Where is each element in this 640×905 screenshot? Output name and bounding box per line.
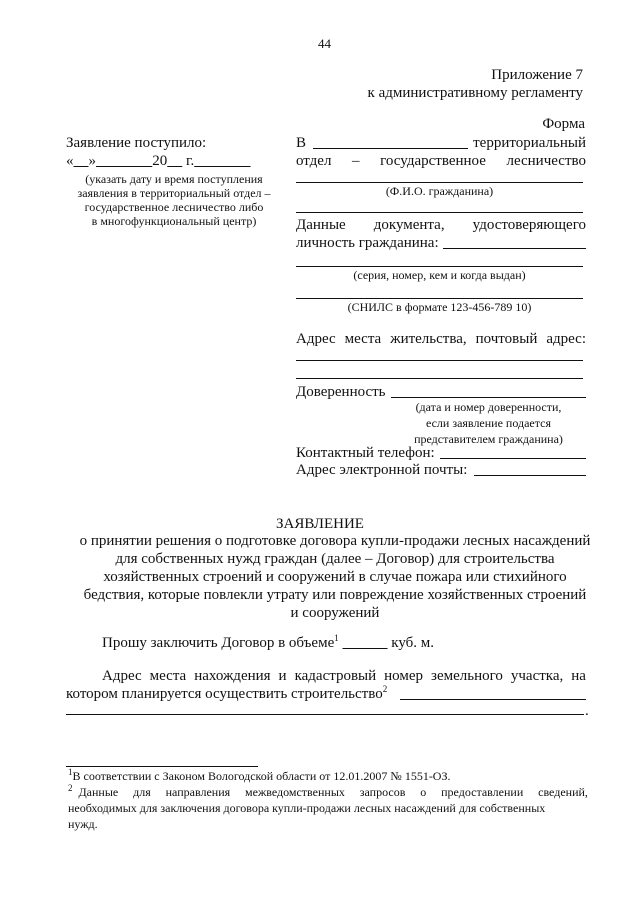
id-doc-row (296, 216, 586, 234)
volume-request-text: Прошу заключить Договор в объеме (102, 635, 335, 651)
volume-request-row (102, 634, 434, 652)
received-date-row (66, 152, 250, 170)
snils-field[interactable] (296, 298, 583, 299)
land-address-word: на (571, 668, 586, 684)
year-blank[interactable] (167, 153, 182, 169)
land-address-row (102, 667, 586, 685)
recipient-forestry: лесничество (506, 153, 586, 169)
footnote-2-line3: нужд. (68, 817, 98, 831)
proxy-hint-line: если заявление подается (425, 416, 551, 430)
received-note-line: заявления в территориальный отдел – (77, 186, 271, 200)
address-field-1[interactable] (296, 360, 583, 361)
proxy-hint-line: представителем гражданина) (414, 432, 563, 446)
received-note-line: государственное лесничество либо (84, 200, 264, 214)
footnote-ref-1[interactable]: 1 (334, 633, 339, 643)
end-period: . (585, 703, 589, 719)
proxy-field[interactable] (391, 397, 586, 398)
appendix-subtitle: к административному регламенту (367, 85, 583, 101)
footnote-2-mark: 2 (68, 783, 73, 793)
proxy-hint (391, 399, 586, 447)
land-address-word: нахождения (194, 668, 271, 684)
id-doc-field[interactable] (443, 248, 586, 249)
land-address-word: кадастровый (294, 668, 377, 684)
footnote-2-word: для (133, 785, 151, 799)
id-doc-field-2[interactable] (296, 266, 583, 267)
footnote-1-text: В соответствии с Законом Вологодской области от 12.01.2007 № 1551-ОЗ. (72, 769, 451, 783)
recipient-state: государственное (380, 153, 486, 169)
address-word: почтовый (475, 331, 538, 347)
land-address-word: Адрес (102, 668, 142, 684)
id-doc-word: Данные (296, 217, 346, 233)
day-blank[interactable] (74, 153, 89, 169)
proxy-label: Доверенность (296, 384, 386, 400)
statement-title: ЗАЯВЛЕНИЕ (276, 516, 364, 532)
address-word: адрес: (546, 331, 586, 347)
id-doc-hint: (серия, номер, кем и когда выдан) (353, 268, 526, 282)
fio-hint: (Ф.И.О. гражданина) (385, 184, 494, 198)
recipient-dash: – (352, 153, 360, 169)
month-blank[interactable] (96, 153, 152, 169)
appendix-title: Приложение 7 (491, 67, 583, 83)
recipient-dept-row (296, 152, 586, 170)
footnote-2-word: межведомственных (245, 785, 345, 799)
address-field-2[interactable] (296, 378, 583, 379)
statement-subtitle-line: для собственных нужд граждан (далее – Договор) для строительства (115, 551, 555, 567)
land-address-field-2[interactable] (66, 714, 584, 715)
address-row (296, 330, 586, 348)
footnote-2-line2: необходимых для заключения договора купли-продажи лесных насаждений для собственных (68, 801, 546, 815)
footnote-2-word: предоставлении (441, 785, 524, 799)
fio-field[interactable] (296, 182, 583, 183)
address-word: Адрес (296, 331, 336, 347)
land-address-field-1[interactable] (400, 699, 586, 700)
footnote-2-word: запросов (359, 785, 406, 799)
footnote-2-line1 (68, 785, 588, 799)
footnote-ref-2[interactable]: 2 (382, 684, 388, 694)
time-blank[interactable] (194, 153, 250, 169)
snils-hint: (СНИЛС в формате 123-456-789 10) (347, 300, 532, 314)
statement-subtitle-line: о принятии решения о подготовке договора купли-продажи лесных насаждений (79, 533, 591, 549)
address-word: места (344, 331, 382, 347)
footnote-1 (68, 769, 451, 783)
land-address-word: участка, (510, 668, 564, 684)
footnote-2-mark-wrap (68, 785, 118, 799)
year-prefix: 20 (152, 153, 168, 169)
page-number: 44 (318, 36, 331, 51)
id-doc-word: документа, (373, 217, 445, 233)
recipient-to: В (296, 135, 307, 151)
footnote-1-mark: 1 (68, 767, 73, 777)
statement-subtitle-line: хозяйственных строений и сооружений в случае пожара или стихийного (103, 569, 567, 585)
statement-subtitle-line: бедствия, которые повлекли утрату или повреждение хозяйственных строений (83, 587, 587, 603)
fio-field-2[interactable] (296, 212, 583, 213)
territorial-dept-name-line[interactable] (313, 148, 468, 149)
footnote-2-word: о (420, 785, 427, 799)
volume-field[interactable] (343, 635, 388, 651)
land-address-word: и (278, 668, 287, 684)
land-address-word: места (149, 668, 187, 684)
land-address-line2 (66, 685, 387, 703)
volume-unit: куб. м. (391, 635, 435, 651)
proxy-hint-line: (дата и номер доверенности, (415, 400, 562, 414)
id-doc-word: удостоверяющего (472, 217, 586, 233)
id-doc-line2: личность гражданина: (296, 235, 439, 251)
received-title: Заявление поступило: (66, 135, 207, 151)
phone-label: Контактный телефон: (296, 445, 435, 461)
phone-field[interactable] (440, 458, 586, 459)
received-note-line: (указать дату и время поступления (85, 172, 263, 186)
received-note-line: в многофункциональный центр) (91, 214, 257, 228)
land-address-line2-text: котором планируется осуществить строительство (66, 686, 383, 702)
form-label: Форма (542, 116, 585, 132)
footnote-separator (66, 766, 258, 767)
footnote-2-word: направления (165, 785, 231, 799)
date-close-quote: » (88, 153, 96, 169)
footnote-2-word: сведений, (538, 785, 588, 799)
land-address-word: номер (384, 668, 424, 684)
email-field[interactable] (474, 475, 586, 476)
statement-subtitle-line: и сооружений (290, 605, 380, 621)
date-open-quote: « (66, 153, 74, 169)
year-suffix: г. (186, 153, 195, 169)
statement-subtitle (40, 532, 630, 622)
recipient-territorial: территориальный (473, 135, 586, 151)
email-label: Адрес электронной почты: (296, 462, 468, 478)
footnote-2-word: Данные (78, 785, 119, 799)
received-note (66, 172, 282, 228)
land-address-word: земельного (431, 668, 503, 684)
address-word: жительства, (390, 331, 467, 347)
recipient-dept: отдел (296, 153, 332, 169)
